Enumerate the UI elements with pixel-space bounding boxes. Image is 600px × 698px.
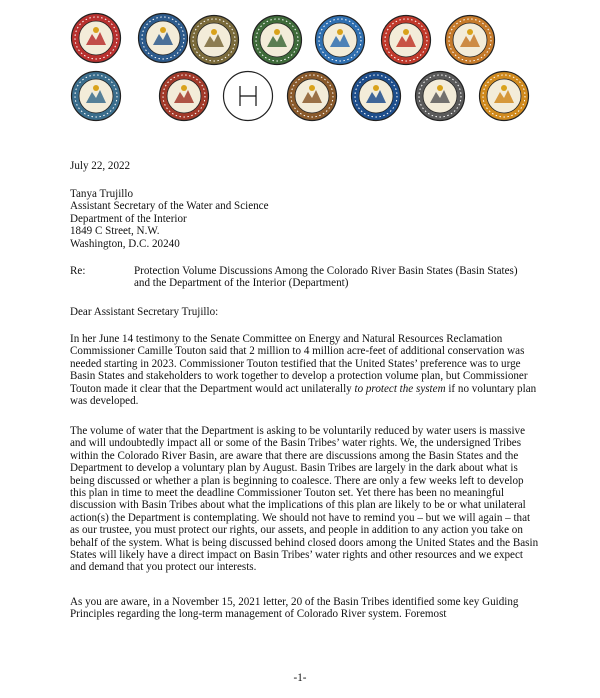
tribal-seal-11 <box>286 70 338 122</box>
tribal-seal-10 <box>222 70 274 122</box>
paragraph-3-text: As you are aware, in a November 15, 2021 letter, 20 of the Basin Tribes identified some key Guiding Principles regarding the long-term management of Colorado River system. Foremost <box>70 596 519 621</box>
salutation: Dear Assistant Secretary Trujillo: <box>70 306 219 318</box>
paragraph-testimony <box>70 333 540 407</box>
recipient-name: Tanya Trujillo <box>70 188 134 200</box>
tribal-seal-1 <box>70 12 122 64</box>
recipient-address-block <box>70 188 540 250</box>
page-number: -1- <box>293 672 307 684</box>
tribal-seal-14 <box>478 70 530 122</box>
recipient-department: Department of the Interior <box>70 212 187 225</box>
tribal-seal-2 <box>137 12 189 64</box>
recipient-city: Washington, D.C. 20240 <box>70 237 180 250</box>
recipient-street: 1849 C Street, N.W. <box>70 225 160 238</box>
tribal-seal-9 <box>158 70 210 122</box>
tribal-seal-8 <box>70 70 122 122</box>
tribal-seal-12 <box>350 70 402 122</box>
tribal-seal-7 <box>444 14 496 66</box>
paragraph-1-emphasis: to protect the system <box>354 382 446 395</box>
tribal-seal-3 <box>188 14 240 66</box>
tribal-seal-13 <box>414 70 466 122</box>
paragraph-1-text: In her June 14 testimony to the Senate Committee on Energy and Natural Resources Reclamation Commissioner Camille Touton said that 2 million to 4 million acre-feet of additional conservation was needed starting in 2023. Commissioner Touton testified that the United States’ preference was to urge Basin States and stakeholders to work together to develop a protection volume plan, but Commissioner Touton made it clear that the Department would act unilaterally <box>70 333 528 395</box>
tribal-seal-4 <box>251 14 303 66</box>
subject-label: Re: <box>70 265 86 277</box>
paragraph-volume <box>70 425 540 574</box>
subject-line-1: Protection Volume Discussions Among the Colorado River Basin States (Basin States) <box>134 265 518 277</box>
letter-date: July 22, 2022 <box>70 160 131 172</box>
paragraph-guiding-principles <box>70 596 540 621</box>
tribal-seals-header <box>0 0 600 130</box>
tribal-seal-5 <box>314 14 366 66</box>
tribal-seal-6 <box>380 14 432 66</box>
recipient-title: Assistant Secretary of the Water and Science <box>70 200 269 213</box>
paragraph-1-end: if no voluntary plan was developed. <box>70 382 537 408</box>
paragraph-2-text: The volume of water that the Department is asking to be voluntarily reduced by water users is massive and will undoubtedly impact all or some of the Basin Tribes’ water rights. We, the undersigned Tribes within the Colorado River Basin, are aware that there are discussions among the Basin States and the Department to develop a voluntary plan by August. Basin Tribes are largely in the dark about what is being discussed or whether a plan is beginning to coalesce. There are only a few weeks left to develop this plan in time to meet the deadline Commissioner Touton set. Yet there has been no meaningful discussion with Basin Tribes about what the implications of this plan are likely to be or what unilateral action(s) the Department is contemplating. We should not have to remind you – but we will again – that as our trustee, you must protect our rights, our assets, and people in addition to any action you take on behalf of the system. What is being discussed behind closed doors among the United States and the Basin States will likely have a direct impact on Basin Tribes’ water rights and other resources and we expect and demand that you protect our interests. <box>70 425 539 574</box>
subject-line-2: and the Department of the Interior (Department) <box>134 277 349 290</box>
